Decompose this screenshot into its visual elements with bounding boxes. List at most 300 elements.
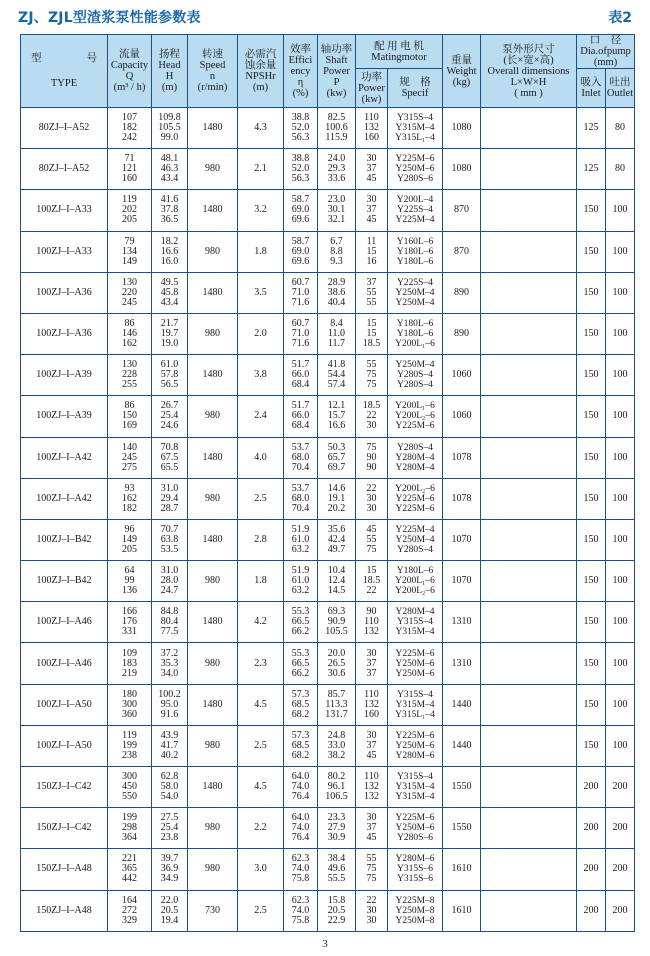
cell-efficiency-value: 53.7 68.0 70.4	[291, 441, 310, 473]
cell-head	[152, 890, 188, 931]
cell-weight-value: 1440	[451, 698, 472, 710]
col-inlet-label: 吸入 Inlet	[580, 77, 602, 99]
cell-motor-spec	[388, 313, 443, 354]
cell-capacity	[108, 808, 152, 849]
cell-motor-spec-value: Y225M–6 Y250M–6 Y280S–6	[395, 813, 435, 844]
cell-efficiency-value: 38.8 52.0 56.3	[291, 153, 310, 185]
cell-speed-value: 1480	[202, 616, 223, 628]
cell-motor-power-value: 30 37 45	[366, 812, 377, 844]
cell-speed	[188, 313, 238, 354]
cell-motor-power	[356, 396, 388, 437]
page-number: 3	[322, 938, 328, 950]
cell-inlet	[577, 767, 606, 808]
cell-motor-spec-value: Y225M–8 Y250M–8 Y250M–8	[395, 895, 435, 926]
cell-shaft-power	[318, 108, 356, 149]
cell-inlet-value: 200	[583, 781, 599, 793]
cell-motor-power-value: 55 75 75	[366, 359, 377, 391]
cell-speed	[188, 272, 238, 313]
cell-weight-value: 1550	[451, 781, 472, 793]
cell-inlet-value: 150	[583, 698, 599, 710]
cell-inlet-value: 150	[583, 245, 599, 257]
cell-npshr-value: 4.0	[254, 451, 267, 463]
cell-motor-spec-value: Y225M–6 Y250M–6 Y280M–6	[395, 730, 435, 761]
cell-npshr	[238, 684, 284, 725]
cell-outlet	[606, 519, 635, 560]
cell-outlet	[606, 684, 635, 725]
cell-inlet-value: 150	[583, 533, 599, 545]
cell-inlet	[577, 190, 606, 231]
cell-weight	[443, 767, 481, 808]
cell-shaft-power	[318, 808, 356, 849]
cell-motor-spec-value: Y250M–4 Y280S–4 Y280S–4	[395, 360, 435, 391]
cell-efficiency-value: 38.8 52.0 56.3	[291, 112, 310, 144]
cell-inlet	[577, 890, 606, 931]
col-speed-header	[188, 35, 238, 108]
col-dia-group-header	[577, 35, 635, 69]
cell-speed-value: 1480	[202, 781, 223, 793]
cell-motor-spec-value: Y180L–6 Y180L–6 Y200L₁–6	[395, 319, 435, 350]
cell-capacity	[108, 890, 152, 931]
cell-type	[21, 767, 108, 808]
cell-head	[152, 808, 188, 849]
cell-npshr-value: 2.4	[254, 410, 267, 422]
cell-motor-power-value: 22 30 30	[366, 894, 377, 926]
cell-capacity-value: 86 146 162	[122, 318, 137, 350]
cell-shaft-power-value: 24.0 29.3 33.6	[327, 153, 346, 185]
cell-efficiency	[284, 684, 318, 725]
table-row	[21, 849, 635, 890]
cell-capacity-value: 107 182 242	[122, 112, 137, 144]
cell-shaft-power-value: 50.3 65.7 69.7	[327, 441, 346, 473]
cell-inlet-value: 150	[583, 616, 599, 628]
cell-weight-value: 1610	[451, 904, 472, 916]
cell-head-value: 22.0 20.5 19.4	[160, 894, 179, 926]
cell-outlet	[606, 602, 635, 643]
cell-capacity	[108, 643, 152, 684]
cell-npshr	[238, 190, 284, 231]
cell-head-value: 26.7 25.4 24.6	[160, 400, 179, 432]
cell-motor-power	[356, 767, 388, 808]
cell-type-value: 100ZJ–I–A36	[36, 328, 92, 340]
cell-head-value: 109.8 105.5 99.0	[158, 112, 181, 144]
cell-type	[21, 396, 108, 437]
page-title: ZJ、ZJL型渣浆泵性能参数表	[18, 10, 201, 26]
cell-shaft-power	[318, 355, 356, 396]
cell-head-value: 31.0 29.4 28.7	[160, 482, 179, 514]
cell-npshr-value: 2.8	[254, 533, 267, 545]
cell-speed-value: 1480	[202, 369, 223, 381]
cell-npshr	[238, 313, 284, 354]
cell-shaft-power-value: 14.6 19.1 20.2	[327, 482, 346, 514]
cell-head	[152, 355, 188, 396]
cell-outlet	[606, 313, 635, 354]
cell-npshr	[238, 808, 284, 849]
cell-weight	[443, 643, 481, 684]
col-npshr-header	[238, 35, 284, 108]
cell-motor-power	[356, 108, 388, 149]
cell-shaft-power	[318, 725, 356, 766]
cell-npshr-value: 2.2	[254, 822, 267, 834]
cell-weight	[443, 108, 481, 149]
cell-shaft-power-value: 12.1 15.7 16.6	[327, 400, 346, 432]
cell-efficiency-value: 64.0 74.0 76.4	[291, 771, 310, 803]
cell-efficiency	[284, 725, 318, 766]
cell-speed-value: 980	[205, 739, 220, 751]
cell-npshr-value: 3.5	[254, 286, 267, 298]
cell-inlet	[577, 108, 606, 149]
cell-npshr-value: 4.5	[254, 781, 267, 793]
table-row	[21, 149, 635, 190]
cell-dimensions	[481, 313, 577, 354]
cell-weight	[443, 190, 481, 231]
col-outlet-header	[606, 69, 635, 108]
cell-capacity-value: 221 365 442	[122, 853, 137, 885]
cell-npshr-value: 2.5	[254, 904, 267, 916]
cell-outlet	[606, 808, 635, 849]
cell-outlet	[606, 643, 635, 684]
cell-outlet	[606, 272, 635, 313]
cell-efficiency	[284, 396, 318, 437]
cell-head	[152, 519, 188, 560]
col-type-en: TYPE	[50, 78, 78, 89]
cell-type	[21, 231, 108, 272]
cell-type-value: 100ZJ–I–A39	[36, 369, 92, 381]
cell-motor-power-value: 30 37 45	[366, 194, 377, 226]
cell-inlet	[577, 272, 606, 313]
table-row	[21, 519, 635, 560]
cell-speed	[188, 808, 238, 849]
cell-head	[152, 108, 188, 149]
cell-capacity-value: 166 176 331	[122, 606, 137, 638]
cell-dimensions	[481, 519, 577, 560]
col-inlet-header	[577, 69, 606, 108]
cell-type-value: 100ZJ–I–A39	[36, 410, 92, 422]
cell-capacity-value: 300 450 550	[122, 771, 137, 803]
cell-motor-power-value: 45 55 75	[366, 523, 377, 555]
cell-npshr	[238, 561, 284, 602]
cell-outlet	[606, 478, 635, 519]
cell-npshr	[238, 272, 284, 313]
cell-efficiency-value: 57.3 68.5 68.2	[291, 729, 310, 761]
cell-speed	[188, 108, 238, 149]
cell-type	[21, 108, 108, 149]
cell-capacity-value: 180 300 360	[122, 688, 137, 720]
cell-weight-value: 1080	[451, 163, 472, 175]
cell-weight	[443, 149, 481, 190]
cell-efficiency-value: 62.3 74.0 75.8	[291, 894, 310, 926]
cell-motor-spec	[388, 561, 443, 602]
cell-speed	[188, 602, 238, 643]
cell-type-value: 100ZJ–I–A36	[36, 286, 92, 298]
cell-type-value: 100ZJ–I–A46	[36, 657, 92, 669]
cell-inlet-value: 150	[583, 492, 599, 504]
cell-inlet	[577, 396, 606, 437]
cell-speed-value: 1480	[202, 698, 223, 710]
cell-type-value: 80ZJ–I–A52	[38, 163, 90, 175]
table-row	[21, 767, 635, 808]
cell-efficiency	[284, 272, 318, 313]
cell-weight	[443, 355, 481, 396]
cell-outlet-value: 100	[612, 410, 628, 422]
cell-outlet-value: 100	[612, 575, 628, 587]
cell-shaft-power-value: 15.8 20.5 22.9	[327, 894, 346, 926]
cell-speed-value: 980	[205, 245, 220, 257]
cell-weight-value: 1550	[451, 822, 472, 834]
cell-type	[21, 190, 108, 231]
cell-outlet	[606, 149, 635, 190]
cell-outlet-value: 100	[612, 739, 628, 751]
cell-motor-power	[356, 808, 388, 849]
cell-motor-spec-value: Y280S–4 Y280M–4 Y280M–4	[395, 442, 435, 473]
cell-shaft-power-value: 41.8 54.4 57.4	[327, 359, 346, 391]
cell-inlet	[577, 519, 606, 560]
cell-shaft-power	[318, 190, 356, 231]
cell-npshr-value: 2.5	[254, 739, 267, 751]
cell-shaft-power-value: 85.7 113.3 131.7	[325, 688, 348, 720]
col-outlet-label: 吐出 Outlet	[606, 77, 634, 99]
cell-outlet	[606, 561, 635, 602]
cell-efficiency	[284, 561, 318, 602]
cell-capacity	[108, 519, 152, 560]
cell-weight	[443, 561, 481, 602]
cell-efficiency	[284, 767, 318, 808]
cell-outlet-value: 200	[612, 781, 628, 793]
cell-type-value: 100ZJ–I–A33	[36, 204, 92, 216]
table-row	[21, 437, 635, 478]
cell-efficiency-value: 51.7 66.0 68.4	[291, 359, 310, 391]
table-row	[21, 313, 635, 354]
cell-npshr	[238, 725, 284, 766]
cell-dimensions	[481, 767, 577, 808]
cell-speed-value: 980	[205, 657, 220, 669]
cell-dimensions	[481, 231, 577, 272]
cell-capacity-value: 93 162 182	[122, 482, 137, 514]
cell-capacity-value: 86 150 169	[122, 400, 137, 432]
cell-inlet	[577, 602, 606, 643]
cell-motor-power	[356, 313, 388, 354]
cell-motor-spec	[388, 519, 443, 560]
cell-outlet	[606, 355, 635, 396]
cell-weight	[443, 849, 481, 890]
cell-shaft-power	[318, 396, 356, 437]
cell-outlet	[606, 767, 635, 808]
cell-speed	[188, 396, 238, 437]
cell-npshr	[238, 849, 284, 890]
cell-type-value: 150ZJ–I–C42	[36, 822, 92, 834]
cell-motor-spec	[388, 231, 443, 272]
cell-weight-value: 1078	[451, 492, 472, 504]
cell-motor-spec	[388, 684, 443, 725]
cell-efficiency	[284, 231, 318, 272]
cell-speed-value: 980	[205, 863, 220, 875]
cell-head	[152, 313, 188, 354]
cell-npshr-value: 1.8	[254, 575, 267, 587]
cell-speed-value: 1480	[202, 204, 223, 216]
cell-head-value: 37.2 35.3 34.0	[160, 647, 179, 679]
cell-type	[21, 355, 108, 396]
table-row	[21, 272, 635, 313]
cell-dimensions	[481, 108, 577, 149]
cell-inlet	[577, 313, 606, 354]
cell-dimensions	[481, 684, 577, 725]
cell-efficiency-value: 60.7 71.0 71.6	[291, 318, 310, 350]
cell-shaft-power-value: 8.4 11.0 11.7	[327, 318, 346, 350]
cell-speed-value: 980	[205, 163, 220, 175]
cell-capacity	[108, 190, 152, 231]
cell-head	[152, 602, 188, 643]
cell-motor-spec-value: Y225S–4 Y250M–4 Y250M–4	[395, 277, 435, 308]
cell-capacity	[108, 767, 152, 808]
cell-head-value: 41.6 37.8 36.5	[160, 194, 179, 226]
cell-shaft-power	[318, 149, 356, 190]
cell-capacity	[108, 396, 152, 437]
cell-head	[152, 561, 188, 602]
cell-outlet-value: 100	[612, 369, 628, 381]
cell-inlet	[577, 231, 606, 272]
cell-weight-value: 1070	[451, 533, 472, 545]
cell-efficiency	[284, 355, 318, 396]
col-type-cn-b: 号	[86, 53, 97, 64]
cell-type-value: 150ZJ–I–A48	[36, 863, 92, 875]
cell-motor-spec-value: Y280M–6 Y315S–6 Y315S–6	[395, 854, 435, 885]
cell-type-value: 80ZJ–I–A52	[38, 122, 90, 134]
cell-dimensions	[481, 643, 577, 684]
cell-head	[152, 231, 188, 272]
cell-dimensions	[481, 561, 577, 602]
cell-motor-power-value: 15 18.5 22	[362, 565, 381, 597]
table-row	[21, 602, 635, 643]
cell-shaft-power	[318, 561, 356, 602]
cell-outlet-value: 100	[612, 616, 628, 628]
col-motor-group-label: 配 用 电 机 Matingmotor	[371, 40, 427, 63]
cell-type	[21, 602, 108, 643]
col-head-header	[152, 35, 188, 108]
cell-weight	[443, 272, 481, 313]
cell-inlet	[577, 437, 606, 478]
table-body	[21, 108, 635, 932]
cell-npshr	[238, 108, 284, 149]
cell-weight-value: 1080	[451, 122, 472, 134]
cell-outlet	[606, 108, 635, 149]
cell-speed	[188, 643, 238, 684]
cell-shaft-power-value: 38.4 49.6 55.5	[327, 853, 346, 885]
cell-capacity-value: 164 272 329	[122, 894, 137, 926]
cell-capacity	[108, 725, 152, 766]
cell-head	[152, 767, 188, 808]
cell-head-value: 43.9 41.7 40.2	[160, 729, 179, 761]
cell-motor-power-value: 11 15 16	[366, 235, 377, 267]
cell-motor-power	[356, 231, 388, 272]
cell-motor-spec	[388, 890, 443, 931]
cell-shaft-power-value: 20.0 26.5 30.6	[327, 647, 346, 679]
cell-capacity	[108, 478, 152, 519]
cell-outlet-value: 100	[612, 451, 628, 463]
cell-outlet-value: 80	[615, 122, 626, 134]
table-row	[21, 190, 635, 231]
cell-dimensions	[481, 437, 577, 478]
cell-outlet	[606, 190, 635, 231]
cell-inlet	[577, 808, 606, 849]
cell-inlet	[577, 355, 606, 396]
cell-type-value: 100ZJ–I–B42	[36, 533, 92, 545]
cell-inlet	[577, 561, 606, 602]
cell-capacity-value: 71 121 160	[122, 153, 137, 185]
cell-outlet	[606, 396, 635, 437]
cell-type-value: 100ZJ–I–A46	[36, 616, 92, 628]
cell-inlet	[577, 643, 606, 684]
cell-head-value: 31.0 28.0 24.7	[160, 565, 179, 597]
cell-motor-spec-value: Y315S–4 Y315M–4 Y315L₁–4	[395, 689, 435, 720]
cell-weight-value: 1060	[451, 369, 472, 381]
cell-head-value: 70.8 67.5 65.5	[160, 441, 179, 473]
cell-speed-value: 980	[205, 822, 220, 834]
cell-head	[152, 190, 188, 231]
cell-npshr-value: 2.0	[254, 328, 267, 340]
cell-type-value: 150ZJ–I–A48	[36, 904, 92, 916]
cell-motor-spec	[388, 725, 443, 766]
cell-capacity-value: 79 134 149	[122, 235, 137, 267]
cell-capacity-value: 119 202 205	[122, 194, 137, 226]
table-number: 表2	[608, 10, 632, 26]
cell-efficiency-value: 62.3 74.0 75.8	[291, 853, 310, 885]
cell-speed	[188, 190, 238, 231]
cell-motor-spec	[388, 602, 443, 643]
cell-capacity-value: 130 228 255	[122, 359, 137, 391]
cell-head-value: 21.7 19.7 19.0	[160, 318, 179, 350]
col-motor-power-header	[356, 69, 388, 108]
col-speed-label: 转速 Speed n (r/min)	[197, 49, 228, 93]
cell-inlet-value: 150	[583, 739, 599, 751]
cell-motor-power	[356, 272, 388, 313]
cell-dimensions	[481, 272, 577, 313]
cell-shaft-power	[318, 437, 356, 478]
cell-shaft-power	[318, 313, 356, 354]
cell-npshr	[238, 890, 284, 931]
cell-outlet-value: 100	[612, 204, 628, 216]
cell-type-value: 100ZJ–I–A50	[36, 739, 92, 751]
cell-type-value: 150ZJ–I–C42	[36, 781, 92, 793]
cell-speed	[188, 561, 238, 602]
col-type-header	[21, 35, 108, 108]
cell-outlet-value: 100	[612, 286, 628, 298]
cell-npshr	[238, 437, 284, 478]
cell-motor-power-value: 55 75 75	[366, 853, 377, 885]
cell-efficiency-value: 51.7 66.0 68.4	[291, 400, 310, 432]
col-head-label: 扬程 Head H (m)	[158, 49, 181, 93]
cell-motor-spec-value: Y200L₁–6 Y200L₂–6 Y225M–6	[395, 401, 435, 432]
title-bar	[18, 7, 634, 27]
cell-motor-spec	[388, 478, 443, 519]
cell-head	[152, 849, 188, 890]
cell-npshr	[238, 602, 284, 643]
cell-motor-power-value: 90 110 132	[364, 606, 379, 638]
col-type-cn-a: 型	[31, 53, 42, 64]
cell-npshr	[238, 355, 284, 396]
table-row	[21, 478, 635, 519]
cell-npshr-value: 2.3	[254, 657, 267, 669]
cell-inlet-value: 150	[583, 328, 599, 340]
col-efficiency-label: 效率 Effici ency η (%)	[288, 43, 313, 99]
cell-weight	[443, 725, 481, 766]
table-row	[21, 561, 635, 602]
cell-shaft-power	[318, 890, 356, 931]
cell-outlet-value: 100	[612, 328, 628, 340]
cell-speed	[188, 725, 238, 766]
cell-speed-value: 730	[205, 904, 220, 916]
cell-shaft-power	[318, 602, 356, 643]
cell-type-value: 100ZJ–I–A33	[36, 245, 92, 257]
cell-efficiency	[284, 890, 318, 931]
